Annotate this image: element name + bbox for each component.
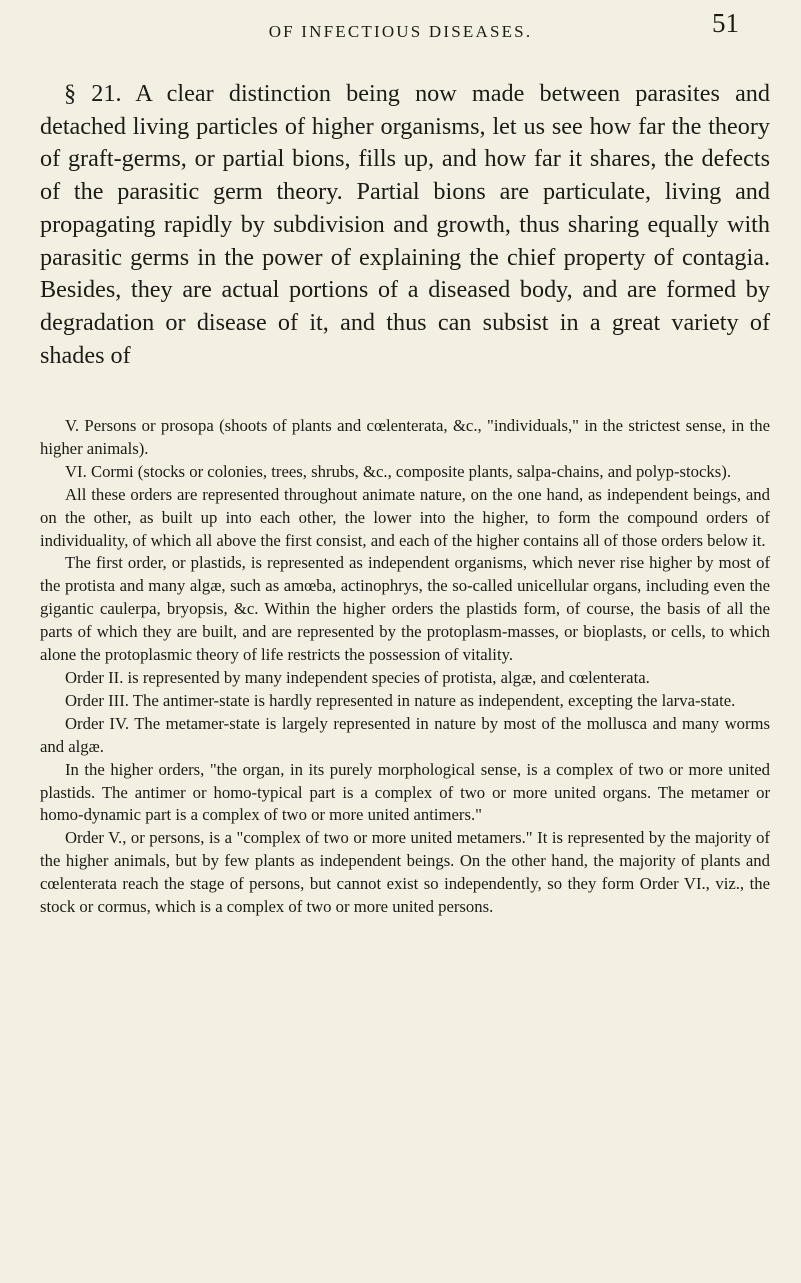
footnote-paragraph: Order V., or persons, is a "complex of two or more united metamers." It is represented by the majority of the higher animals, but by few plants as independent beings. On the other hand, the majority of plants and cœlenterata reach the stage of persons, but cannot exist so independently, so they form Order VI., viz., the stock or cormus, which is a complex of two or more united persons. xyxy=(40,828,770,917)
footnote-paragraph: V. Persons or prosopa (shoots of plants and cœlenterata, &c., "individuals," in the strictest sense, in the higher animals). xyxy=(40,416,770,458)
running-title: OF INFECTIOUS DISEASES. xyxy=(268,22,533,41)
body-paragraph-text: § 21. A clear distinction being now made between parasites and detached living particles of higher organisms, let us see how far the theory of graft-germs, or partial bions, fills up, and how far it shares, the defects of the parasitic germ theory. Partial bions are particulate, living and propagating rapidly by subdivision and growth, thus sharing equally with parasitic germs in the power of explaining the chief property of contagia. Besides, they are actual portions of a diseased body, and are formed by degradation or disease of it, and thus can subsist in a great variety of shades of xyxy=(40,80,770,369)
footnote-paragraph: In the higher orders, "the organ, in its purely morphological sense, is a complex of two or more united plastids. The antimer or homo-typical part is a complex of two or more united organs. The metamer or homo-dynamic part is a complex of two or more united antimers." xyxy=(40,759,770,825)
footnote-paragraph: All these orders are represented throughout animate nature, on the one hand, as independent beings, and on the other, as built up into each other, the lower into the higher, to form the compound orders of individuality, of which all above the first consist, and each of the higher contains all of those orders below it. xyxy=(40,484,770,550)
page-number: 51 xyxy=(712,8,739,38)
footnote-paragraph: Order III. The antimer-state is hardly represented in nature as independent, excepting the larva-state. xyxy=(65,690,736,710)
footnote-paragraph: Order II. is represented by many independent species of protista, algæ, and cœlenterata. xyxy=(65,667,650,687)
footnote-paragraph: The first order, or plastids, is represented as independent organisms, which never rise higher by most of the protista and many algæ, such as amœba, actinophrys, the so-called unicellular organs, including even the gigantic caulerpa, bryopsis, &c. Within the higher orders the plastids form, of course, the basis of all the parts of which they are built, and are represented by the protoplasm-masses, or bioplasts, or cells, to which alone the protoplasmic theory of life restricts the possession of vitality. xyxy=(40,553,770,665)
footnote-paragraph: VI. Cormi (stocks or colonies, trees, shrubs, &c., composite plants, salpa-chains, and polyp-stocks). xyxy=(65,461,731,481)
footnotes xyxy=(40,415,770,919)
body-paragraph xyxy=(40,78,770,372)
footnote-paragraph: Order IV. The metamer-state is largely represented in nature by most of the mollusca and many worms and algæ. xyxy=(40,713,770,756)
running-head xyxy=(0,8,801,52)
